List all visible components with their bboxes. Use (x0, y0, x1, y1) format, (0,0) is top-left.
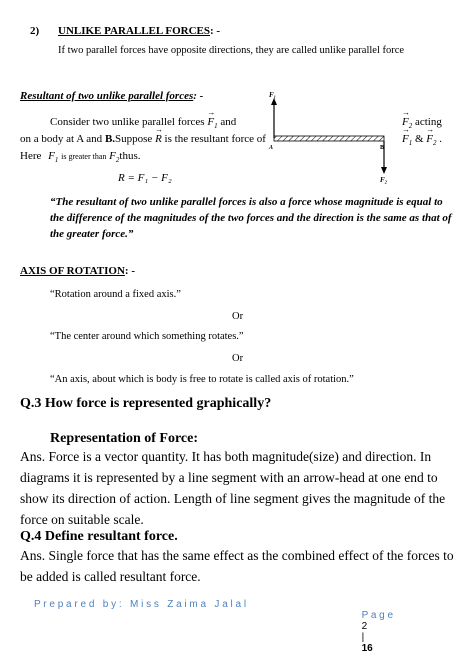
axis-quote-2: “The center around which something rotates.” (50, 331, 244, 342)
resultant-line-1: Consider two unlike parallel forces → $F_1$ and (50, 116, 236, 130)
axis-quote-3: “An axis, about which is body is free to rotate is called axis of rotation.” (50, 374, 354, 385)
q4-question: Q.4 Define resultant force. (20, 529, 178, 544)
resultant-acting: → $F_2$ acting (402, 116, 442, 130)
resultant-line-2: on a body at A and B.Suppose → R is the resultant force of (20, 133, 266, 145)
vector-f1: → $F_1$ (207, 116, 217, 130)
f1-symbol: $F_1$ (48, 150, 59, 165)
section-number: 2) (30, 25, 40, 37)
q3-question: Q.3 How force is represented graphically? (20, 396, 272, 411)
q4-answer: Ans. Single force that has the same effect as the combined effect of the forces to be added is called resultant force. (20, 548, 454, 584)
f1-arrowhead (271, 98, 277, 105)
footer-page: P a g e 2 | 16 (361, 610, 394, 654)
resultant-line-3: Here $F_1$ is greater than $F_2thus$. (20, 150, 141, 165)
vector-f2: → $F_2$ (402, 116, 412, 130)
diagram-label-b: B (380, 145, 385, 151)
unlike-definition: If two parallel forces have opposite directions, they are called unlike parallel force (58, 45, 405, 56)
diagram-label-a: A (269, 145, 274, 151)
f2-arrowhead (381, 167, 387, 174)
diagram-label-f1: F₁ (269, 91, 277, 99)
footer-page-total: 16 (361, 643, 373, 654)
footer-prepared-by: P r e p a r e d b y : M i s s Z a i m a J a l a l (34, 599, 247, 610)
q3-subheading: Representation of Force: (50, 431, 198, 446)
f2-symbol: $F_2$ (109, 150, 120, 165)
axis-quote-1: “Rotation around a fixed axis.” (50, 289, 181, 300)
section-heading: UNLIKE PARALLEL FORCES: - (58, 25, 221, 37)
rigid-bar (274, 136, 384, 141)
axis-or-2: Or (232, 353, 244, 364)
vector-r: → R (155, 133, 162, 145)
resultant-vector-pair: → $F_1$ & → $F_2$ . (402, 133, 442, 147)
axis-or-1: Or (232, 311, 244, 322)
resultant-quote: “The resultant of two unlike parallel forces is also a force whose magnitude is equal to the difference of the magnitudes of the two forces and the direction is the same as that of the greater force.” (50, 196, 452, 240)
footer-page-number: 2 (361, 621, 368, 632)
diagram-label-f2: F₂ (380, 176, 388, 184)
unlike-parallel-heading: UNLIKE PARALLEL FORCES (58, 25, 210, 37)
axis-heading: AXIS OF ROTATION: - (20, 265, 135, 277)
resultant-heading: Resultant of two unlike parallel forces: - (20, 90, 204, 102)
q3-answer: Ans. Force is a vector quantity. It has both magnitude(size) and direction. In diagrams it is represented by a line segment with an arrow-head at one end to show its direction of action. Length of line segment gives the magnitude of the force on suitable scale. (20, 449, 446, 527)
unlike-forces-diagram (262, 88, 402, 184)
resultant-formula: R = F₁ − F₂ (118, 172, 172, 184)
